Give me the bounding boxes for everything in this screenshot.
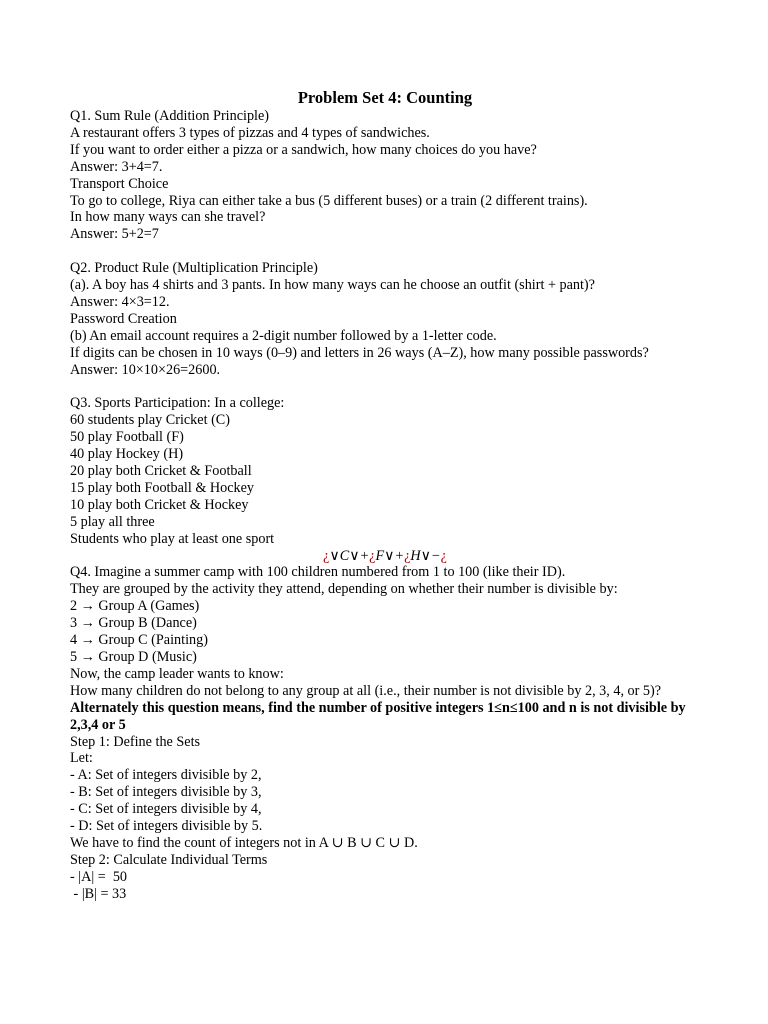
- q3-line: 40 play Hockey (H): [70, 446, 184, 463]
- spacer: [70, 378, 700, 395]
- page-title: Problem Set 4: Counting: [297, 88, 473, 107]
- q2-line: If digits can be chosen in 10 ways (0–9) and letters in 26 ways (A–Z), how many possible passwords?: [70, 344, 649, 361]
- q1-heading: Q1. Sum Rule (Addition Principle): [70, 108, 270, 124]
- q4-step-line: Step 2: Calculate Individual Terms: [70, 851, 268, 868]
- q4-step-line: Let:: [70, 750, 93, 767]
- document-page: [70, 88, 700, 903]
- q3-line: Students who play at least one sport: [70, 530, 275, 547]
- q4-step-line: Step 1: Define the Sets: [70, 733, 201, 750]
- q4-line: 3 → Group B (Dance): [70, 615, 197, 632]
- q3-line: 5 play all three: [70, 513, 155, 530]
- q2-line: Answer: 4×3=12.: [70, 293, 170, 310]
- formula-term: ∨C∨+: [329, 547, 370, 564]
- q2-line: (a). A boy has 4 shirts and 3 pants. In how many ways can he choose an outfit (shirt + pant)?: [70, 277, 595, 294]
- q3-line: 10 play both Cricket & Hockey: [70, 496, 249, 513]
- q4-line: 2 → Group A (Games): [70, 598, 200, 615]
- q4-step-line: - |B| = 33: [70, 885, 127, 902]
- q3-line: 20 play both Cricket & Football: [70, 463, 252, 479]
- q4-step-line: - |A| = 50: [70, 868, 128, 885]
- spacer: [70, 243, 700, 260]
- q4-line: How many children do not belong to any group at all (i.e., their number is not divisible by 2, 3, 4, or 5)?: [70, 682, 662, 699]
- q4-line: 5 → Group D (Music): [70, 648, 197, 665]
- q3-formula: [70, 548, 700, 565]
- q3-line: 50 play Football (F): [70, 429, 184, 446]
- q4-step-line: - B: Set of integers divisible by 3,: [70, 784, 262, 801]
- q2-heading: Q2. Product Rule (Multiplication Principle): [70, 260, 318, 277]
- formula-term: H∨−: [410, 547, 441, 564]
- q1-line: Answer: 5+2=7: [70, 226, 159, 243]
- q2-line: Password Creation: [70, 310, 177, 327]
- q4-bold-note: Alternately this question means, find the number of positive integers 1≤n≤100 and n is not divisible by 2,3,4 or 5: [70, 699, 690, 733]
- q1-line: Transport Choice: [70, 175, 169, 192]
- formula-glyph: ¿: [404, 547, 411, 564]
- q4-line: They are grouped by the activity they attend, depending on whether their number is divisible by:: [70, 581, 618, 598]
- q1-line: Answer: 3+4=7.: [70, 158, 163, 175]
- q4-heading: Q4. Imagine a summer camp with 100 children numbered from 1 to 100 (like their ID).: [70, 564, 566, 581]
- q3-line: 15 play both Football & Hockey: [70, 479, 255, 496]
- q4-step-line: - A: Set of integers divisible by 2,: [70, 767, 262, 784]
- q1-line: In how many ways can she travel?: [70, 209, 266, 226]
- q4-line: 4 → Group C (Painting): [70, 632, 208, 649]
- q4-line: Now, the camp leader wants to know:: [70, 665, 284, 682]
- q4-step-line: We have to find the count of integers not in A ∪ B ∪ C ∪ D.: [70, 834, 418, 851]
- q2-line: (b) An email account requires a 2-digit number followed by a 1-letter code.: [70, 327, 497, 344]
- formula-glyph: ¿: [369, 547, 376, 564]
- formula-glyph: ¿: [440, 547, 447, 564]
- q1-line: If you want to order either a pizza or a sandwich, how many choices do you have?: [70, 141, 537, 158]
- q4-step-line: - C: Set of integers divisible by 4,: [70, 801, 262, 818]
- q3-heading: Q3. Sports Participation: In a college:: [70, 395, 285, 412]
- q3-line: 60 students play Cricket (C): [70, 412, 230, 429]
- q2-line: Answer: 10×10×26=2600.: [70, 361, 221, 378]
- formula-term: F∨+: [375, 547, 405, 564]
- formula-glyph: ¿: [323, 547, 330, 564]
- q4-step-line: - D: Set of integers divisible by 5.: [70, 818, 263, 835]
- q1-line: To go to college, Riya can either take a bus (5 different buses) or a train (2 different trains).: [70, 192, 588, 209]
- q1-line: A restaurant offers 3 types of pizzas and 4 types of sandwiches.: [70, 124, 430, 141]
